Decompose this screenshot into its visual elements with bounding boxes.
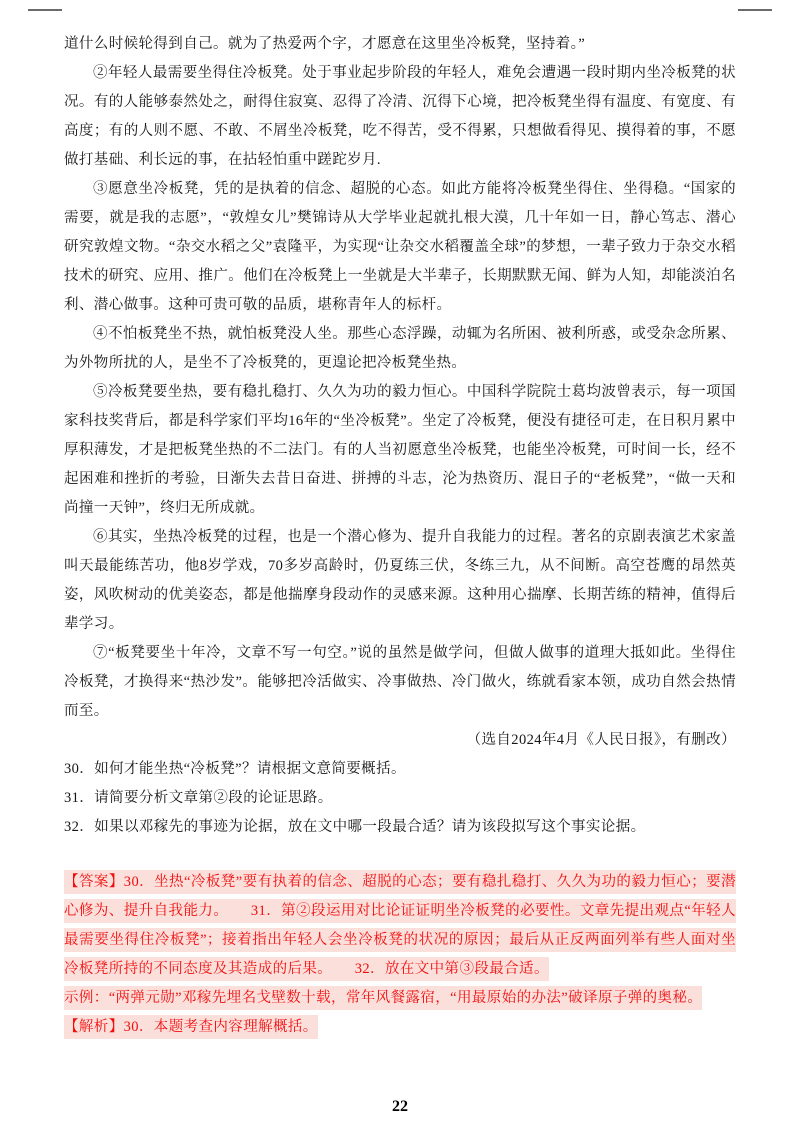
article-body — [64, 30, 736, 755]
answer-block — [64, 868, 736, 1042]
crop-mark-left — [28, 9, 62, 11]
answer-example-line — [64, 984, 736, 1013]
question-list — [64, 755, 736, 842]
question-32: 32．如果以邓稼先的事迹为论据，放在文中哪一段最合适？请为该段拟写这个事实论据。 — [64, 819, 646, 835]
question-31: 31．请简要分析文章第②段的论证思路。 — [64, 790, 333, 806]
answer-example-text: 示例：“两弹元勋”邓稼先埋名戈壁数十载，常年风餐露宿，“用最原始的办法”破译原子弹的奥秘。 — [64, 986, 702, 1010]
article-paragraph-2: ②年轻人最需要坐得住冷板凳。处于事业起步阶段的年轻人，难免会遭遇一段时期内坐冷板凳的状况。有的人能够泰然处之，耐得住寂寞、忍得了冷清、沉得下心境，把冷板凳坐得有温度、有宽度、有高度；有的人则不愿、不敢、不屑坐冷板凳，吃不得苦，受不得累，只想做看得见、摸得着的事，不愿做打基础、利长远的事，在拈轻怕重中蹉跎岁月. — [64, 65, 736, 168]
article-paragraph-7: ⑦“板凳要坐十年冷，文章不写一句空。”说的虽然是做学问，但做人做事的道理大抵如此。坐得住冷板凳，才换得来“热沙发”。能够把冷活做实、冷事做热、冷门做火，练就看家本领，成功自然会热情而至。 — [64, 645, 736, 719]
answer-text: 【答案】30．坐热“冷板凳”要有执着的信念、超脱的心态；要有稳扎稳打、久久为功的毅力恒心；要潜心修为、提升自我能力。 31．第②段运用对比论证证明坐冷板凳的必要性。文章先提出观点“年轻人最需要坐得住冷板凳”；接着指出年轻人会坐冷板凳的状况的原因；最后从正反两面列举有些人面对坐冷板凳所持的不同态度及其造成的后果。 32．放在文中第③段最合适。 — [64, 870, 736, 981]
article-paragraph-3: ③愿意坐冷板凳，凭的是执着的信念、超脱的心态。如此方能将冷板凳坐得住、坐得稳。“国家的需要，就是我的志愿”，“敦煌女儿”樊锦诗从大学毕业起就扎根大漠，几十年如一日，静心笃志、潜心研究敦煌文物。“杂交水稻之父”袁隆平，为实现“让杂交水稻覆盖全球”的梦想，一辈子致力于杂交水稻技术的研究、应用、推广。他们在冷板凳上一坐就是大半辈子，长期默默无闻、鲜为人知，却能淡泊名利、潜心做事。这种可贵可敬的品质，堪称青年人的标杆。 — [64, 181, 736, 313]
answer-analysis-line — [64, 1013, 736, 1042]
article-paragraph-4: ④不怕板凳坐不热，就怕板凳没人坐。那些心态浮躁，动辄为名所困、被利所惑，或受杂念所累、为外物所扰的人，是坐不了冷板凳的，更遑论把冷板凳坐热。 — [64, 326, 736, 371]
answer-analysis-text: 【解析】30．本题考查内容理解概括。 — [64, 1015, 318, 1039]
article-paragraph-5: ⑤冷板凳要坐热，要有稳扎稳打、久久为功的毅力恒心。中国科学院院士葛均波曾表示，每一项国家科技奖背后，都是科学家们平均16年的“坐冷板凳”。坐定了冷板凳，便没有捷径可走，在日积月累中厚积薄发，才是把板凳坐热的不二法门。有的人当初愿意坐冷板凳，也能坐冷板凳，可时间一长，经不起困难和挫折的考验，日渐失去昔日奋进、拼搏的斗志，沦为热资历、混日子的“老板凳”，“做一天和尚撞一天钟”，终归无所成就。 — [64, 384, 736, 516]
article-continuation-line: 道什么时候轮得到自己。就为了热爱两个字，才愿意在这里坐冷板凳，坚持着。” — [64, 36, 586, 52]
answer-text-line — [64, 868, 736, 984]
page-number: 22 — [392, 1098, 408, 1115]
article-source: （选自2024年4月《人民日报》，有删改） — [466, 732, 736, 748]
crop-mark-right — [738, 9, 772, 11]
article-paragraph-6: ⑥其实，坐热冷板凳的过程，也是一个潜心修为、提升自我能力的过程。著名的京剧表演艺术家盖叫天最能练苦功，他8岁学戏，70多岁高龄时，仍夏练三伏，冬练三九，从不间断。高空苍鹰的昂然英姿，风吹树动的优美姿态，都是他揣摩身段动作的灵感来源。这种用心揣摩、长期苦练的精神，值得后辈学习。 — [64, 529, 736, 632]
question-30: 30．如何才能坐热“冷板凳”？请根据文意简要概括。 — [64, 761, 406, 777]
